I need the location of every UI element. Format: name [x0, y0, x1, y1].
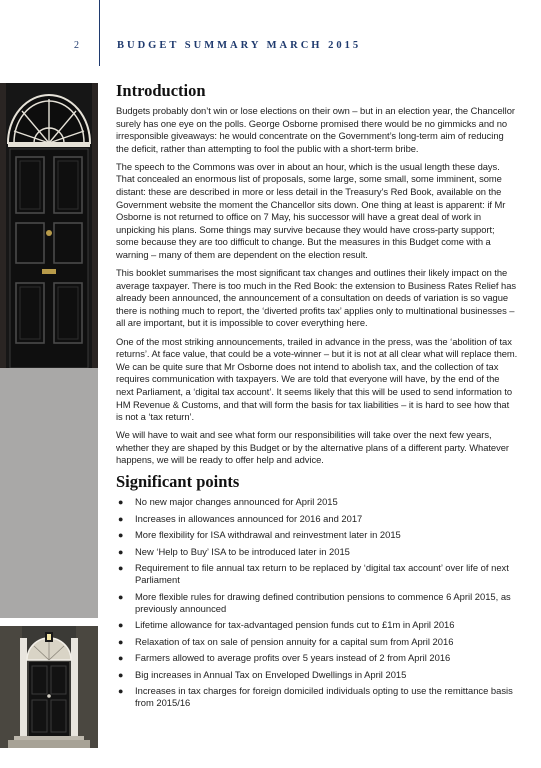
main-content: [116, 82, 518, 714]
list-item: ● New ‘Help to Buy’ ISA to be introduced later in 2015: [118, 545, 350, 557]
header-divider-line: [99, 0, 100, 66]
list-item: ● Lifetime allowance for tax-advantaged pension funds cut to £1m in April 2016: [118, 619, 455, 631]
intro-paragraph-1: Budgets probably don’t win or lose elections on their own – but in an election year, the Chancellor surely has one eye on the polls. George Osborne promised there would be no gimmicks and no irresponsible giveaways: he would concentrate on the Government’s long-term aim of reducing the deficit, rather than attempting to fool the public with a short-term bribe.: [116, 104, 515, 154]
bullet-icon: ●: [118, 685, 124, 696]
intro-paragraph-3: This booklet summarises the most significant tax changes and outlines their likely impact on the average taxpayer. There is too much in the Red Book: the extension to Business Rates Relief has already been announced, the announcement of a consultation on deeds of variation is so vague there is nothing much to report, the ‘diverted profits tax’ applies only to multinational businesses – all are important, but it is impossible to cover everything here.: [116, 267, 516, 329]
bullet-icon: ●: [118, 669, 124, 680]
bullet-icon: ●: [118, 653, 124, 664]
list-item: ● Increases in tax charges for foreign domiciled individuals opting to use the remittance basis from 2015/16: [118, 684, 513, 709]
intro-paragraph-5: We will have to wait and see what form our responsibilities will take over the next few years, whether they are shaped by this Budget or by the alternative plans of a different party. Whatever happens, we will be ready to offer help and advice.: [116, 429, 509, 466]
list-item: ● No new major changes announced for April 2015: [118, 496, 338, 508]
running-title: BUDGET SUMMARY MARCH 2015: [117, 40, 362, 51]
downing-street-door-illustration: [0, 626, 98, 748]
intro-paragraph-4: One of the most striking announcements, trailed in advance in the press, was the ‘abolition of tax returns’. At face value, that could be a vote-winner – but it is not at all clear what will replace them. We can be quite sure that Mr Osborne does not intend to abolish tax, and the collection of tax requires communication with taxpayers. We are told that everyone will have, by the end of the next Parliament, a ‘digital tax account’. It seems likely that this will be used to send information to HM Revenue & Customs, and that will form the basis for tax liabilities – it is hard to see how that is not a ‘tax return’.: [116, 335, 518, 423]
significant-points-list: [116, 496, 518, 709]
downing-street-door-photo: [0, 626, 98, 748]
list-item: ● Relaxation of tax on sale of pension annuity for a capital sum from April 2016: [118, 635, 454, 647]
bullet-icon: ●: [118, 546, 124, 557]
bullet-icon: ●: [118, 563, 124, 574]
bullet-icon: ●: [118, 620, 124, 631]
grey-sidebar-panel: [0, 368, 98, 618]
list-item: ● More flexible rules for drawing defined contribution pensions to commence 6 April 2015, as previously announced: [118, 590, 511, 615]
page-number: 2: [74, 40, 79, 51]
bullet-icon: ●: [118, 513, 124, 524]
front-door-photo: [0, 83, 98, 368]
intro-paragraph-2: The speech to the Commons was over in about an hour, which is the usual length these days. That concealed an enormous list of proposals, some large, some small, some imminent, some distant: these are described in more or less detail in the Treasury’s Red Book, available on the Government website the moment the Chancellor sits down. One thing at least is apparent: if Mr Osborne is not returned to office on 7 May, his successor will have a great deal of work in unpicking his plans. Some things may survive because they would have cross-party support; some because they are too difficult to change. But the measures in this Budget come with a warning – many of them are dependent on the election result.: [116, 160, 506, 260]
bullet-icon: ●: [118, 591, 124, 602]
list-item: ● Requirement to file annual tax return to be replaced by ‘digital tax account’ over life of next Parliament: [118, 562, 509, 586]
significant-points-heading: Significant points: [116, 471, 240, 491]
front-door-illustration: [0, 83, 98, 368]
bullet-icon: ●: [118, 497, 124, 508]
bullet-icon: ●: [118, 636, 124, 647]
list-item: ● Increases in allowances announced for 2016 and 2017: [118, 512, 363, 524]
list-item: ● More flexibility for ISA withdrawal and reinvestment later in 2015: [118, 529, 401, 541]
bullet-icon: ●: [118, 530, 124, 541]
list-item: ● Big increases in Annual Tax on Enveloped Dwellings in April 2015: [118, 668, 407, 680]
list-item: ● Farmers allowed to average profits over 5 years instead of 2 from April 2016: [118, 652, 451, 664]
introduction-heading: Introduction: [116, 81, 206, 100]
